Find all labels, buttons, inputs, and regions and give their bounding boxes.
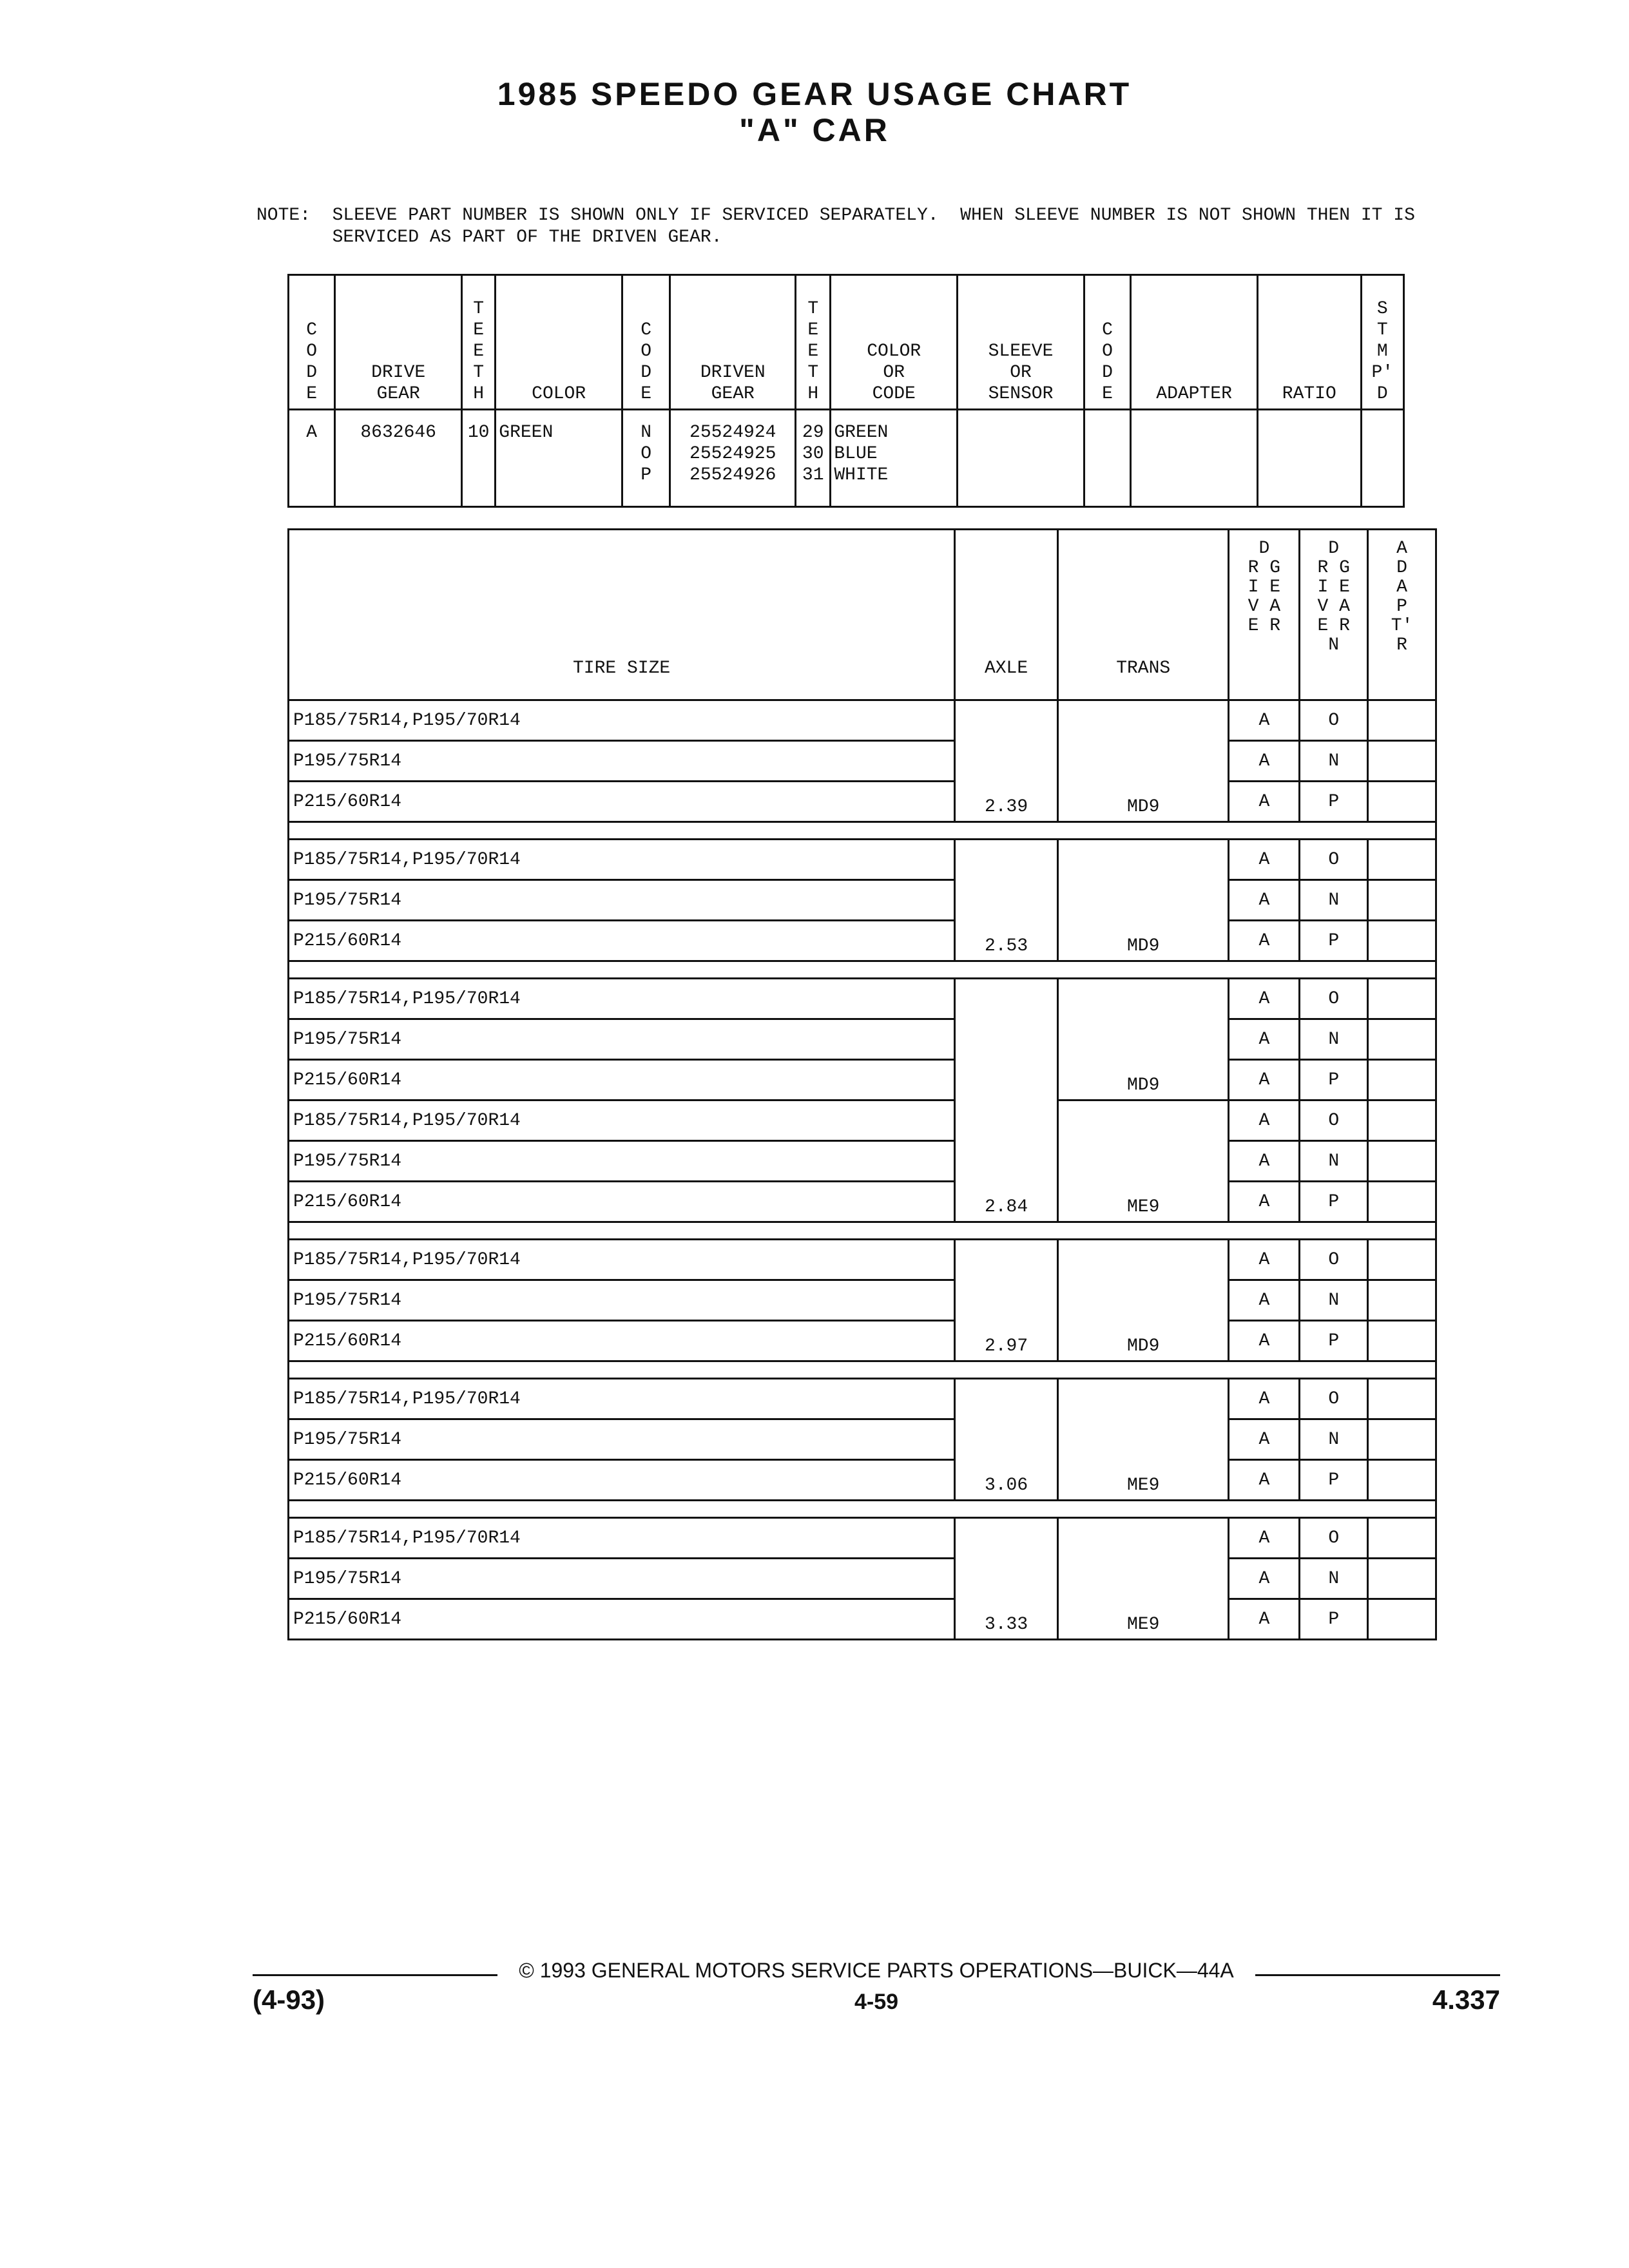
sleeve-note: NOTE: SLEEVE PART NUMBER IS SHOWN ONLY IF SERVICED SEPARATELY. WHEN SLEEVE NUMBER IS NOT SHOWN THEN IT IS SERVICED AS PART OF THE DRIVEN GEAR.	[256, 206, 1415, 247]
drive-gear-code-cell: A	[1229, 1321, 1300, 1361]
driven-gear-code-cell: P	[1300, 1060, 1368, 1100]
driven-gear-code-cell: P	[1300, 1321, 1368, 1361]
table-row	[289, 921, 1436, 961]
separator-cell	[289, 1361, 1436, 1379]
driven-gear-code-cell: O	[1300, 979, 1368, 1019]
adapter-cell	[1368, 921, 1436, 961]
gear-table-row	[289, 410, 1404, 507]
tire-size-cell: P215/60R14	[289, 921, 955, 961]
tire-size-cell: P215/60R14	[289, 1060, 955, 1100]
adapter-cell	[1368, 700, 1436, 741]
tire-size-cell: P185/75R14,P195/70R14	[289, 1240, 955, 1280]
separator-cell	[289, 1501, 1436, 1518]
drive-gear-code-cell: A	[1229, 1599, 1300, 1640]
row-stmpd-empty	[1361, 410, 1403, 507]
axle-cell: 2.84	[955, 979, 1058, 1222]
header-trans: TRANS	[1116, 658, 1171, 678]
drive-gear-code-cell: A	[1229, 1559, 1300, 1599]
drive-gear-code-cell: A	[1229, 979, 1300, 1019]
drive-gear-code-cell: A	[1229, 880, 1300, 921]
separator-cell	[289, 1222, 1436, 1240]
drive-gear-code-cell: A	[1229, 1419, 1300, 1460]
drive-gear-code-cell: A	[1229, 1460, 1300, 1501]
tire-size-cell: P185/75R14,P195/70R14	[289, 979, 955, 1019]
adapter-cell	[1368, 1019, 1436, 1060]
table-row	[289, 1141, 1436, 1182]
header-code-2: C O D E	[641, 320, 652, 404]
adapter-cell	[1368, 1060, 1436, 1100]
table-row	[289, 1060, 1436, 1100]
tire-size-cell: P195/75R14	[289, 741, 955, 782]
axle-cell: 2.97	[955, 1240, 1058, 1361]
tire-size-cell: P215/60R14	[289, 782, 955, 822]
table-row	[289, 1419, 1436, 1460]
table-row	[289, 1518, 1436, 1559]
adapter-cell	[1368, 741, 1436, 782]
driven-gear-code-cell: O	[1300, 1100, 1368, 1141]
adapter-cell	[1368, 1280, 1436, 1321]
adapter-cell	[1368, 1100, 1436, 1141]
tire-size-cell: P185/75R14,P195/70R14	[289, 840, 955, 880]
drive-gear-code-cell: A	[1229, 1100, 1300, 1141]
driven-gear-code-cell: P	[1300, 1599, 1368, 1640]
drive-gear-code-cell: A	[1229, 1379, 1300, 1419]
table-row	[289, 1240, 1436, 1280]
gear-table-header	[289, 275, 1404, 410]
group-separator	[289, 961, 1436, 979]
row-sleeve-empty	[958, 410, 1084, 507]
trans-cell: MD9	[1057, 1240, 1229, 1361]
trans-cell: ME9	[1057, 1518, 1229, 1640]
tire-size-cell: P215/60R14	[289, 1599, 955, 1640]
trans-cell: MD9	[1057, 700, 1229, 822]
tire-size-cell: P195/75R14	[289, 1141, 955, 1182]
title-line-2: "A" CAR	[739, 112, 890, 148]
row-color: GREEN	[499, 423, 554, 443]
row-adapter-empty	[1131, 410, 1258, 507]
drive-gear-code-cell: A	[1229, 840, 1300, 880]
drive-gear-code-cell: A	[1229, 1182, 1300, 1222]
header-tire-size: TIRE SIZE	[572, 658, 671, 678]
adapter-cell	[1368, 840, 1436, 880]
gear-table	[287, 274, 1405, 508]
drive-gear-code-cell: A	[1229, 1280, 1300, 1321]
tire-size-cell: P215/60R14	[289, 1321, 955, 1361]
driven-gear-code-cell: O	[1300, 1240, 1368, 1280]
adapter-cell	[1368, 1460, 1436, 1501]
driven-gear-code-cell: N	[1300, 1019, 1368, 1060]
header-adapter-code: A D A P T' R	[1391, 539, 1413, 655]
driven-gear-code-cell: N	[1300, 1280, 1368, 1321]
adapter-cell	[1368, 782, 1436, 822]
table-row	[289, 741, 1436, 782]
tire-size-cell: P185/75R14,P195/70R14	[289, 1100, 955, 1141]
header-adapter: ADAPTER	[1156, 384, 1232, 404]
driven-gear-code-cell: N	[1300, 741, 1368, 782]
axle-cell: 2.39	[955, 700, 1058, 822]
header-sleeve: SLEEVE OR SENSOR	[988, 341, 1054, 404]
adapter-cell	[1368, 1379, 1436, 1419]
driven-gear-code-cell: N	[1300, 1141, 1368, 1182]
adapter-cell	[1368, 1599, 1436, 1640]
row-driven-codes: N O P	[641, 423, 652, 485]
table-row	[289, 880, 1436, 921]
table-row	[289, 1019, 1436, 1060]
adapter-cell	[1368, 1419, 1436, 1460]
drive-gear-code-cell: A	[1229, 1060, 1300, 1100]
tire-size-cell: P215/60R14	[289, 1182, 955, 1222]
tire-size-cell: P185/75R14,P195/70R14	[289, 1379, 955, 1419]
driven-gear-code-cell: P	[1300, 921, 1368, 961]
axle-cell: 3.33	[955, 1518, 1058, 1640]
driven-gear-code-cell: O	[1300, 1379, 1368, 1419]
drive-gear-code-cell: A	[1229, 1240, 1300, 1280]
adapter-cell	[1368, 1559, 1436, 1599]
header-color-code: COLOR OR CODE	[867, 341, 921, 404]
driven-gear-code-cell: O	[1300, 700, 1368, 741]
drive-gear-code-cell: A	[1229, 1019, 1300, 1060]
driven-gear-code-cell: P	[1300, 782, 1368, 822]
axle-cell: 2.53	[955, 840, 1058, 961]
header-stmpd: S T M P' D	[1371, 299, 1394, 404]
table-row	[289, 1460, 1436, 1501]
header-drive-gear: DRIVE GEAR	[371, 363, 426, 404]
table-row	[289, 1321, 1436, 1361]
adapter-cell	[1368, 1182, 1436, 1222]
table-row	[289, 1100, 1436, 1141]
tire-size-cell: P195/75R14	[289, 1280, 955, 1321]
adapter-cell	[1368, 1321, 1436, 1361]
row-code: A	[306, 423, 318, 443]
driven-gear-code-cell: N	[1300, 880, 1368, 921]
trans-cell: MD9	[1057, 840, 1229, 961]
row-driven-teeth: 29 30 31	[802, 423, 824, 485]
page-title	[0, 76, 1629, 148]
table-row	[289, 700, 1436, 741]
header-code: C O D E	[306, 320, 318, 404]
driven-gear-code-cell: O	[1300, 840, 1368, 880]
header-color: COLOR	[532, 384, 586, 404]
title-line-1: 1985 SPEEDO GEAR USAGE CHART	[497, 76, 1132, 112]
header-teeth: T E E T H	[473, 299, 485, 404]
driven-gear-code-cell: P	[1300, 1460, 1368, 1501]
separator-cell	[289, 822, 1436, 840]
header-axle: AXLE	[984, 658, 1028, 678]
footer-page-ref: 4-59	[854, 1990, 899, 2014]
tire-size-cell: P195/75R14	[289, 1419, 955, 1460]
group-separator	[289, 822, 1436, 840]
drive-gear-code-cell: A	[1229, 1518, 1300, 1559]
drive-gear-code-cell: A	[1229, 782, 1300, 822]
group-separator	[289, 1222, 1436, 1240]
table-row	[289, 840, 1436, 880]
usage-table-header	[289, 530, 1436, 700]
row-driven-colors: GREEN BLUE WHITE	[834, 423, 889, 485]
trans-cell: ME9	[1057, 1100, 1229, 1222]
separator-cell	[289, 961, 1436, 979]
table-row	[289, 1599, 1436, 1640]
row-ratio-empty	[1257, 410, 1361, 507]
drive-gear-code-cell: A	[1229, 921, 1300, 961]
table-row	[289, 979, 1436, 1019]
driven-gear-code-cell: P	[1300, 1182, 1368, 1222]
driven-gear-code-cell: O	[1300, 1518, 1368, 1559]
row-code3-empty	[1084, 410, 1130, 507]
adapter-cell	[1368, 1240, 1436, 1280]
axle-cell: 3.06	[955, 1379, 1058, 1501]
footer-page-number: 4.337	[1432, 1984, 1500, 2015]
adapter-cell	[1368, 880, 1436, 921]
table-row	[289, 1379, 1436, 1419]
table-row	[289, 782, 1436, 822]
trans-cell: MD9	[1057, 979, 1229, 1100]
row-drive-gear: 8632646	[360, 423, 436, 443]
group-separator	[289, 1361, 1436, 1379]
table-row	[289, 1182, 1436, 1222]
tire-size-cell: P195/75R14	[289, 1019, 955, 1060]
table-row	[289, 1280, 1436, 1321]
drive-gear-code-cell: A	[1229, 1141, 1300, 1182]
tire-size-cell: P185/75R14,P195/70R14	[289, 700, 955, 741]
driven-gear-code-cell: N	[1300, 1419, 1368, 1460]
adapter-cell	[1368, 979, 1436, 1019]
table-row	[289, 1559, 1436, 1599]
tire-size-cell: P195/75R14	[289, 880, 955, 921]
tire-size-cell: P195/75R14	[289, 1559, 955, 1599]
driven-gear-code-cell: N	[1300, 1559, 1368, 1599]
header-ratio: RATIO	[1282, 384, 1336, 404]
tire-size-cell: P215/60R14	[289, 1460, 955, 1501]
usage-table	[287, 528, 1437, 1640]
row-driven-gears: 25524924 25524925 25524926	[689, 423, 776, 485]
footer-copyright: © 1993 GENERAL MOTORS SERVICE PARTS OPERATIONS—BUICK—44A	[519, 1959, 1234, 1982]
trans-cell: ME9	[1057, 1379, 1229, 1501]
group-separator	[289, 1501, 1436, 1518]
header-driven-gear-code: D R G I E V A E R N	[1317, 539, 1350, 655]
page-footer	[253, 1951, 1500, 2015]
adapter-cell	[1368, 1518, 1436, 1559]
header-drive-gear-code: D R G I E V A E R	[1248, 539, 1281, 636]
footer-date-code: (4-93)	[253, 1984, 325, 2015]
header-code-3: C O D E	[1102, 320, 1113, 404]
drive-gear-code-cell: A	[1229, 700, 1300, 741]
row-teeth: 10	[467, 423, 490, 443]
tire-size-cell: P185/75R14,P195/70R14	[289, 1518, 955, 1559]
header-teeth-2: T E E T H	[807, 299, 819, 404]
header-driven-gear: DRIVEN GEAR	[700, 363, 766, 404]
drive-gear-code-cell: A	[1229, 741, 1300, 782]
adapter-cell	[1368, 1141, 1436, 1182]
